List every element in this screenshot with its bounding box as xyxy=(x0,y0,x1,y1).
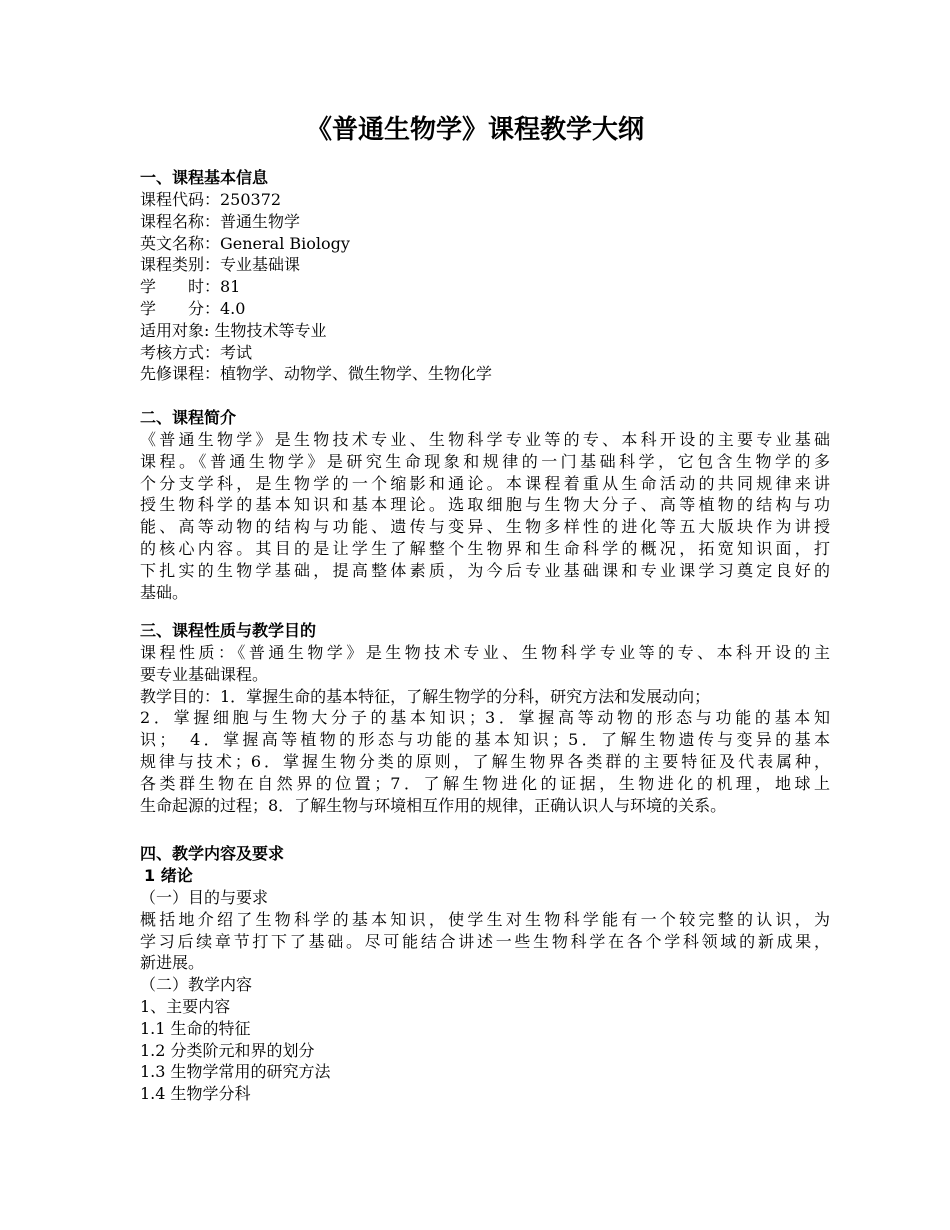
section-basic-info xyxy=(140,166,830,385)
subheading-requirements: （一）目的与要求 xyxy=(140,888,269,907)
text-line: 新进展。 xyxy=(140,953,205,973)
section-nature-objectives xyxy=(140,619,830,816)
text-line: 识； 4．掌握高等植物的形态与功能的基本知识；5．了解生物遗传与变异的基本 xyxy=(140,730,830,750)
text-line: 2．掌握细胞与生物大分子的基本知识；3．掌握高等动物的形态与功能的基本知 xyxy=(140,708,830,728)
info-hours: 学 时：81 xyxy=(140,277,241,297)
info-assessment: 考核方式：考试 xyxy=(140,342,253,362)
text-line: 课程性质：《普通生物学》是生物技术专业、生物科学专业等的专、本科开设的主 xyxy=(140,643,830,662)
section-heading: 二、课程简介 xyxy=(140,408,237,427)
text-line: 《普通生物学》是生物技术专业、生物科学专业等的专、本科开设的主要专业基础 xyxy=(140,430,830,449)
objectives-paragraph xyxy=(140,686,830,817)
content-list-item: 1.1 生命的特征 xyxy=(140,1018,251,1038)
info-prerequisites: 先修课程：植物学、动物学、微生物学、生物化学 xyxy=(140,364,493,384)
text-line: 规律与技术；6．掌握生物分类的原则，了解生物界各类群的主要特征及代表属种， xyxy=(140,751,830,771)
text-line: 授生物科学的基本知识和基本理论。选取细胞与生物大分子、高等植物的结构与功 xyxy=(140,495,830,515)
info-course-code: 课程代码：250372 xyxy=(140,190,282,209)
text-line: 下扎实的生物学基础，提高整体素质，为今后专业基础课和专业课学习奠定良好的 xyxy=(140,560,830,580)
info-audience: 适用对象: 生物技术等专业 xyxy=(140,320,327,340)
section-introduction xyxy=(140,406,830,603)
content-list-item: 1.3 生物学常用的研究方法 xyxy=(140,1062,331,1082)
text-line: 的核心内容。其目的是让学生了解整个生物界和生命科学的概况，拓宽知识面，打 xyxy=(140,538,830,558)
content-list-item: 1.2 分类阶元和界的划分 xyxy=(140,1040,315,1060)
requirements-paragraph xyxy=(140,909,830,974)
page-title: 《普通生物学》课程教学大纲 xyxy=(305,115,644,145)
text-line: 学习后续章节打下了基础。尽可能结合讲述一些生物科学在各个学科领域的新成果， xyxy=(140,931,830,951)
info-credits: 学 分：4.0 xyxy=(140,298,246,318)
content-list-item: 1.4 生物学分科 xyxy=(140,1084,251,1104)
content-list-item: 1、主要内容 xyxy=(140,996,231,1016)
section-teaching-content xyxy=(140,842,830,1105)
text-line: 基础。 xyxy=(140,582,189,602)
text-line: 生命起源的过程；8．了解生物与环境相互作用的规律，正确认识人与环境的关系。 xyxy=(140,795,727,815)
intro-paragraph xyxy=(140,429,830,603)
section-heading: 四、教学内容及要求 xyxy=(140,844,285,863)
text-line: 能、高等动物的结构与功能、遗传与变异、生物多样性的进化等五大版块作为讲授 xyxy=(140,517,830,537)
info-course-type: 课程类别：专业基础课 xyxy=(140,255,301,275)
info-course-name: 课程名称：普通生物学 xyxy=(140,211,301,231)
chapter-heading: 1 绪论 xyxy=(144,866,193,885)
section-heading: 三、课程性质与教学目的 xyxy=(140,621,317,640)
text-line: 要专业基础课程。 xyxy=(140,664,269,684)
subheading-content: （二）教学内容 xyxy=(140,975,253,995)
text-line: 课程。《普通生物学》是研究生命现象和规律的一门基础科学，它包含生物学的多 xyxy=(140,451,830,471)
text-line: 各类群生物在自然界的位置；7．了解生物进化的证据，生物进化的机理，地球上 xyxy=(140,773,830,793)
info-english-name: 英文名称：General Biology xyxy=(140,233,350,253)
text-line: 教学目的：1．掌握生命的基本特征，了解生物学的分科，研究方法和发展动向； xyxy=(140,686,711,706)
text-line: 个分支学科，是生物学的一个缩影和通论。本课程着重从生命活动的共同规律来讲 xyxy=(140,473,830,493)
text-line: 概括地介绍了生物科学的基本知识，使学生对生物科学能有一个较完整的认识，为 xyxy=(140,909,830,929)
nature-paragraph xyxy=(140,642,830,686)
section-heading: 一、课程基本信息 xyxy=(140,168,269,187)
